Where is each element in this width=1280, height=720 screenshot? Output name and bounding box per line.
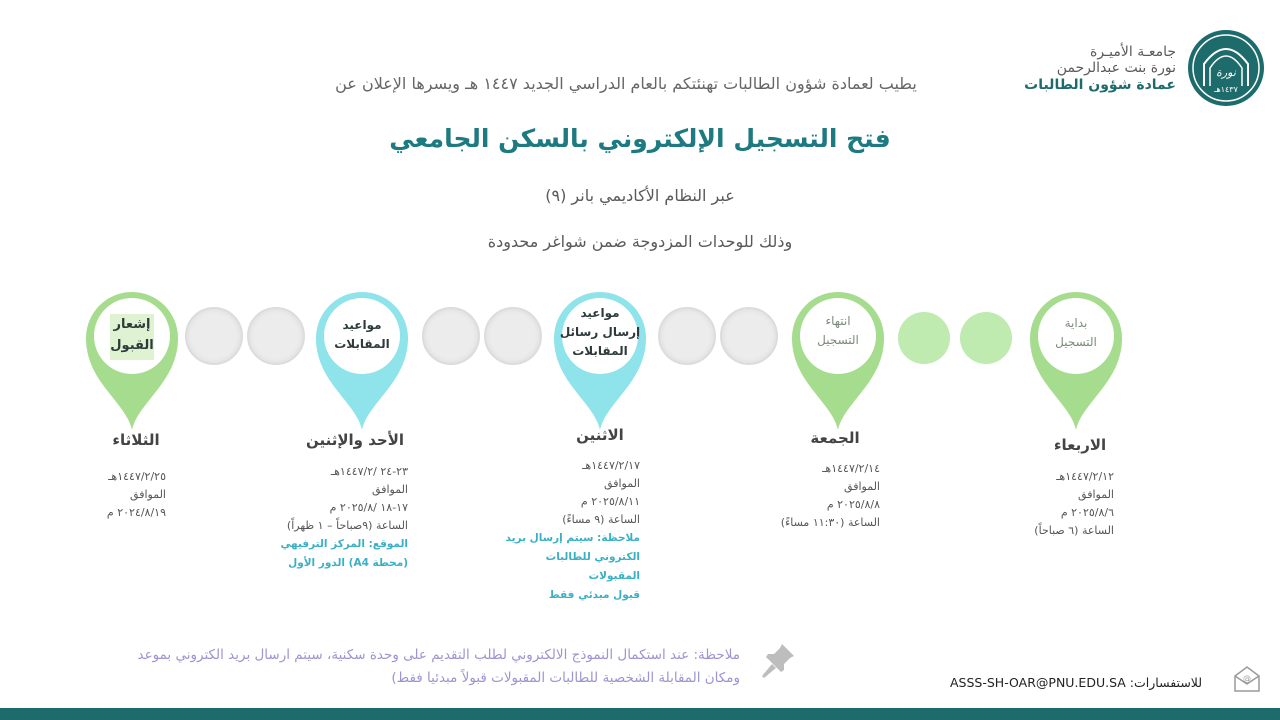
svg-text:@: @ [1243,674,1251,683]
university-name-block [936,44,1176,94]
contact-label: للاستفسارات: [1129,675,1203,690]
details-start: ١٤٤٧/٢/١٢هـ الموافق ٢٠٢٥/٨/٦ م الساعة (٦ صباحاً) [1034,470,1114,537]
subtitle-system: عبر النظام الأكاديمي بانر (٩) [545,186,735,205]
push-pin-icon [758,640,798,680]
timeline-dot [247,307,305,365]
details-end: ١٤٤٧/٢/١٤هـ الموافق ٢٠٢٥/٨/٨ م الساعة (١١:٣٠ مساءً) [780,462,880,529]
map-pin-icon [80,284,184,434]
map-pin-icon [1024,284,1128,434]
page-title: فتح التسجيل الإلكتروني بالسكن الجامعي [389,124,891,153]
intro-text: يطيب لعمادة شؤون الطالبات تهنئتكم بالعام الدراسي الجديد ١٤٤٧ هـ ويسرها الإعلان عن [335,74,917,93]
day-end: الجمعة [810,429,860,447]
details-messages: ١٤٤٧/٢/١٧هـ الموافق ٢٠٢٥/٨/١١ م الساعة (٩ مساءً) ملاحظة: سيتم إرسال بريد الكتروني للطالبات المقبولات قبول مبدئي فقط [505,459,640,601]
university-name-line2: نورة بنت عبدالرحمن [1056,60,1176,76]
svg-text:نورة: نورة [1216,66,1236,79]
day-start: الاربعاء [1053,436,1107,454]
day-acceptance: الثلاثاء [112,431,160,449]
contact-email[interactable]: ASSS-SH-OAR@PNU.EDU.SA [950,675,1126,690]
pin-label-end: انتهاء التسجيل [817,314,859,347]
timeline-dot [720,307,778,365]
contact-line [950,675,1202,690]
svg-text:١٤٣٧هـ: ١٤٣٧هـ [1214,85,1238,94]
pin-label-acceptance: إشعار القبول [110,317,154,353]
day-messages: الاثنين [576,426,624,444]
deanship-name: عمادة شؤون الطالبات [1024,77,1176,93]
pin-label-messages: مواعيد إرسال رسائل المقابلات [559,306,641,358]
map-pin-icon [786,284,890,434]
timeline-dot [422,307,480,365]
mail-icon [1232,664,1262,694]
timeline-dot [658,307,716,365]
footer-note: ملاحظة: عند استكمال النموذج الالكتروني لطلب التقديم على وحدة سكنية، سيتم ارسال بريد الكتروني بموعد ومكان المقابلة الشخصية للطالبات المقبولات قبولاً مبدئيا فقط) [137,647,740,686]
timeline-dot [484,307,542,365]
map-pin-icon [310,284,414,434]
pin-label-start: بداية التسجيل [1055,316,1097,349]
day-interviews: الأحد والإثنين [305,431,405,449]
details-interviews: ٢٣-٢٤ /١٤٤٧/٢هـ الموافق ١٧-١٨ /٢٠٢٥/٨ م الساعة (٩صباحاً – ١ ظهراً) الموقع: المركز الترفيهي (محطة A4) الدور الأول [280,465,408,569]
timeline-dot [960,312,1012,364]
timeline-dot [898,312,950,364]
details-acceptance: ١٤٤٧/٢/٢٥هـ الموافق ٢٠٢٤/٨/١٩ م [106,470,166,519]
subtitle-units: وذلك للوحدات المزدوجة ضمن شواغر محدودة [487,232,793,251]
timeline [0,280,1280,430]
university-logo-icon [1186,28,1266,108]
timeline-dot [185,307,243,365]
pin-label-interviews: مواعيد المقابلات [334,318,390,351]
bottom-bar [0,708,1280,720]
university-name-line1: جامعـة الأميـرة [1090,44,1176,60]
